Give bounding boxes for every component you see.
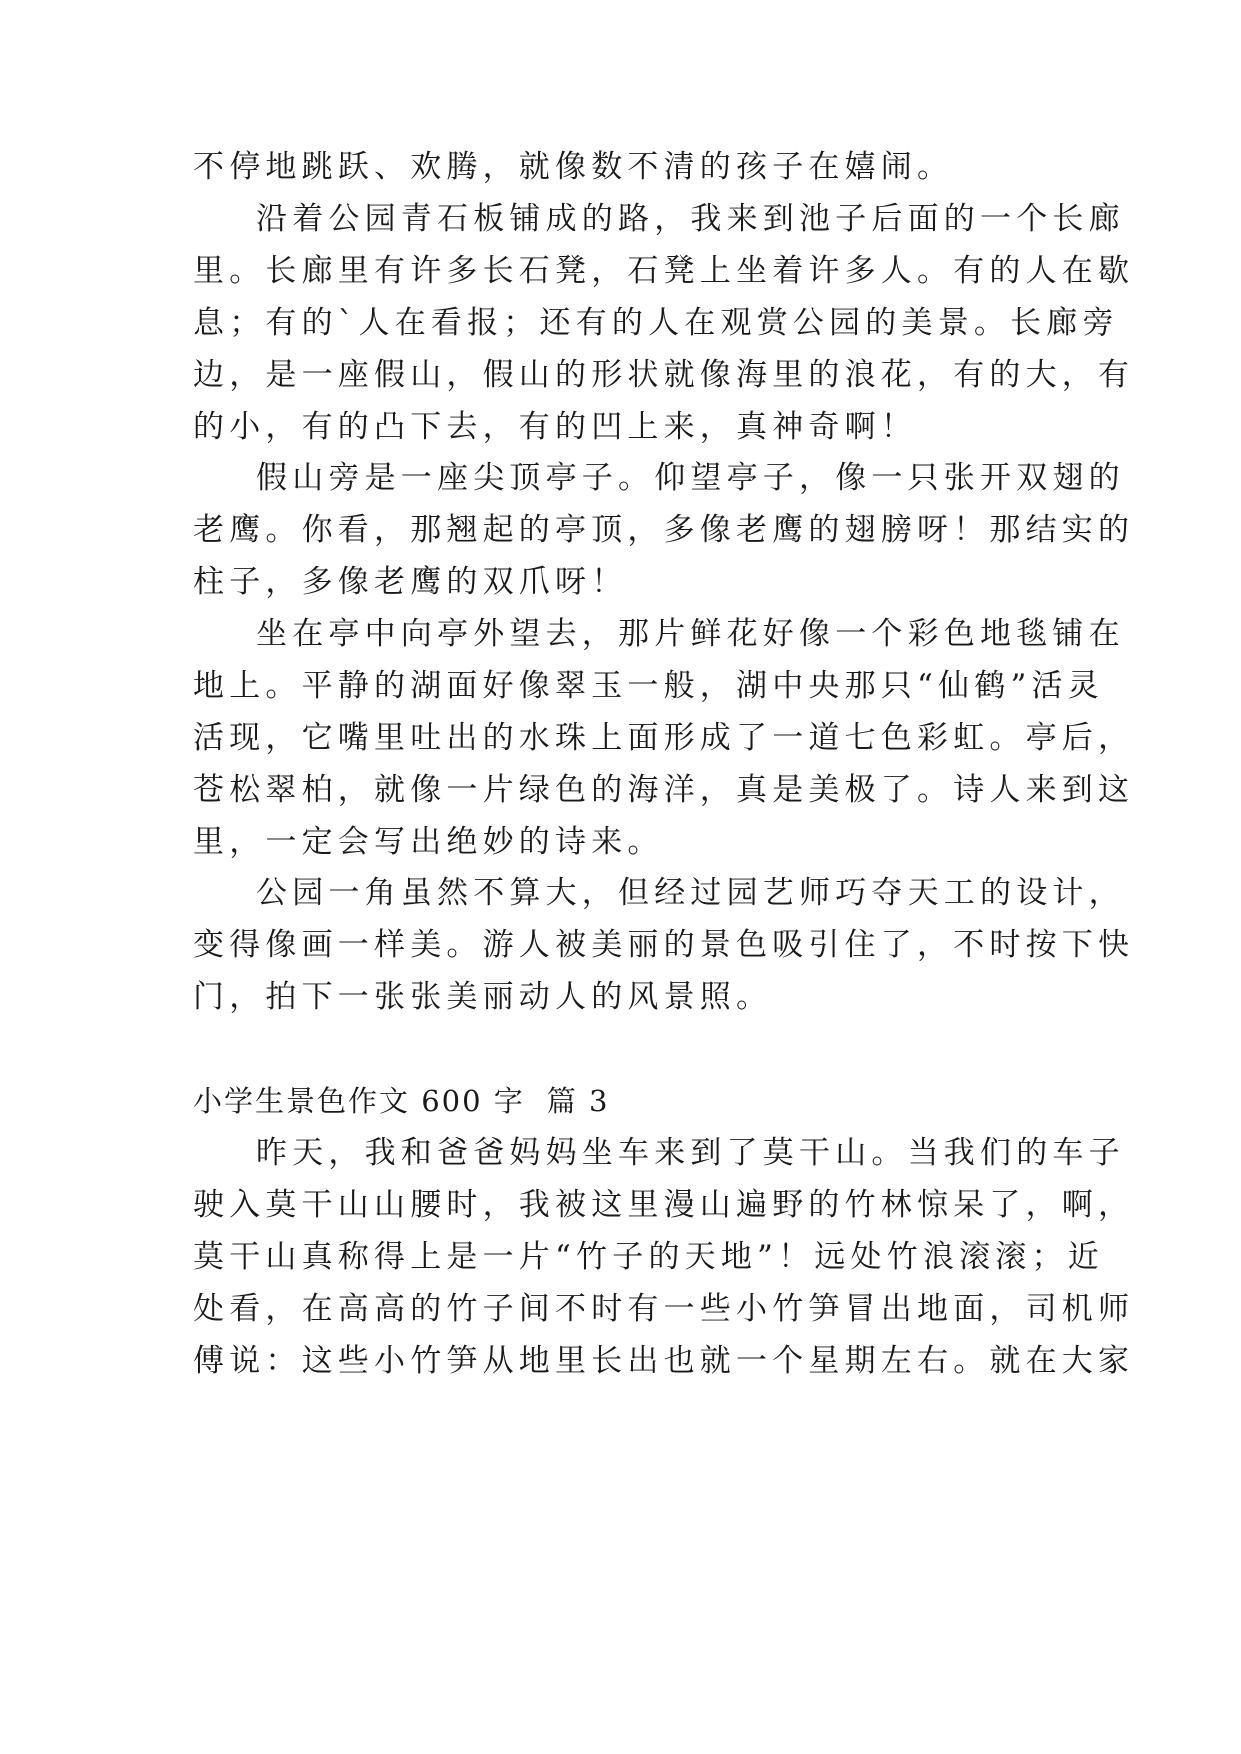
paragraph-line: 柱子，多像老鹰的双爪呀！ xyxy=(193,564,628,600)
section-number: 篇 3 xyxy=(546,1084,610,1118)
paragraph-line: 的小，有的凸下去，有的凹上来，真神奇啊！ xyxy=(193,409,917,445)
paragraph-line: 里，一定会写出绝妙的诗来。 xyxy=(193,824,664,860)
paragraph-line: 昨天，我和爸爸妈妈坐车来到了莫干山。当我们的车子 xyxy=(256,1135,1125,1171)
paragraph-line: 莫干山真称得上是一片“竹子的天地”！远处竹浪滚滚；近 xyxy=(193,1239,1104,1275)
paragraph-line: 边，是一座假山，假山的形状就像海里的浪花，有的大，有 xyxy=(193,357,1135,393)
paragraph-line: 里。长廊里有许多长石凳，石凳上坐着许多人。有的人在歇 xyxy=(193,253,1135,289)
paragraph-line: 坐在亭中向亭外望去，那片鲜花好像一个彩色地毯铺在 xyxy=(256,616,1125,652)
paragraph-line: 变得像画一样美。游人被美丽的景色吸引住了，不时按下快 xyxy=(193,927,1135,963)
paragraph-line: 假山旁是一座尖顶亭子。仰望亭子，像一只张开双翅的 xyxy=(256,460,1125,496)
paragraph-line: 苍松翠柏，就像一片绿色的海洋，真是美极了。诗人来到这 xyxy=(193,772,1135,808)
paragraph-line: 傅说：这些小竹笋从地里长出也就一个星期左右。就在大家 xyxy=(193,1343,1135,1379)
paragraph-line: 老鹰。你看，那翘起的亭顶，多像老鹰的翅膀呀！那结实的 xyxy=(193,512,1135,548)
paragraph-line: 沿着公园青石板铺成的路，我来到池子后面的一个长廊 xyxy=(256,201,1125,237)
paragraph-line: 驶入莫干山山腰时，我被这里漫山遍野的竹林惊呆了，啊， xyxy=(193,1187,1135,1223)
section-heading xyxy=(193,1081,609,1121)
section-title: 小学生景色作文 600 字 xyxy=(193,1084,525,1118)
paragraph-line: 门，拍下一张张美丽动人的风景照。 xyxy=(193,979,773,1015)
paragraph-line: 不停地跳跃、欢腾，就像数不清的孩子在嬉闹。 xyxy=(193,149,954,185)
paragraph-line: 处看，在高高的竹子间不时有一些小竹笋冒出地面，司机师 xyxy=(193,1291,1135,1327)
paragraph-line: 公园一角虽然不算大，但经过园艺师巧夺天工的设计， xyxy=(256,875,1125,911)
paragraph-line: 活现，它嘴里吐出的水珠上面形成了一道七色彩虹。亭后， xyxy=(193,720,1135,756)
paragraph-line: 地上。平静的湖面好像翠玉一般，湖中央那只“仙鹤”活灵 xyxy=(193,668,1104,704)
paragraph-line: 息；有的`人在看报；还有的人在观赏公园的美景。长廊旁 xyxy=(193,305,1119,341)
